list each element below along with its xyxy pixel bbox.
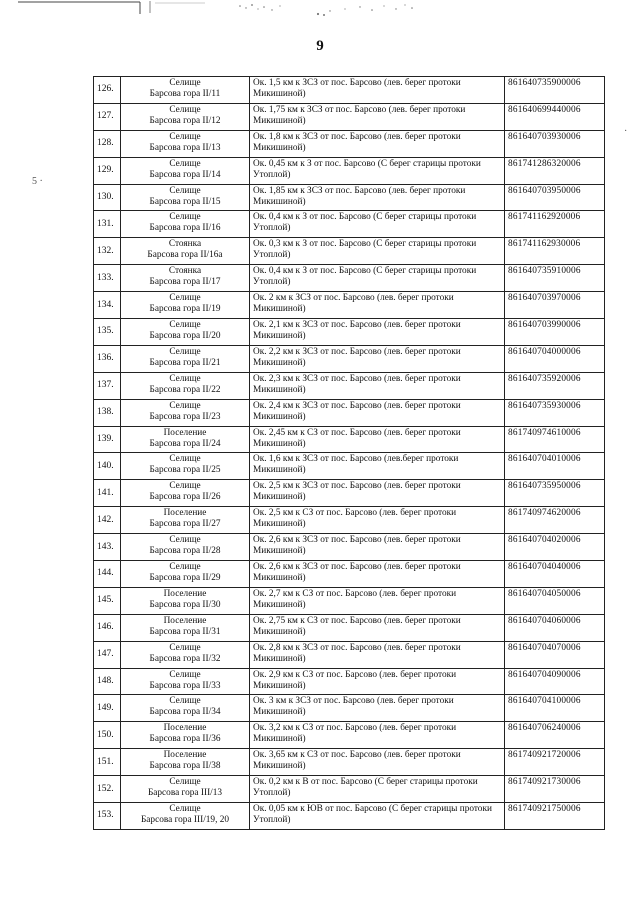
row-number: 139. [94,426,121,453]
site-type: Селище [169,131,201,142]
site-name [121,130,250,157]
site-type: Стоянка [168,239,202,250]
registry-code: 861640703930006 [505,130,605,157]
site-location: Ок. 2 км к ЗСЗ от пос. Барсово (лев. берег протоки Микишиной) [250,292,505,319]
row-number: 137. [94,372,121,399]
site-type: Поселение [163,508,207,519]
site-type: Селище [169,158,201,169]
site-title: Барсова гора II/22 [149,384,221,395]
table-row [94,587,605,614]
registry-code: 861640703950006 [505,184,605,211]
site-location: Ок. 0,4 км к З от пос. Барсово (С берег старицы протоки Утоплой) [250,265,505,292]
row-number: 147. [94,641,121,668]
margin-mark-right: · [624,126,628,137]
registry-code: 861640704070006 [505,641,605,668]
site-title: Барсова гора II/21 [149,357,221,368]
site-name [121,561,250,588]
site-type: Селище [169,185,201,196]
table-row [94,292,605,319]
row-number: 144. [94,561,121,588]
site-title: Барсова гора II/34 [149,707,221,718]
table-row [94,238,605,265]
registry-code: 861740921720006 [505,749,605,776]
site-type: Селище [169,78,201,88]
table-row [94,211,605,238]
table-row [94,265,605,292]
row-number: 131. [94,211,121,238]
site-title: Барсова гора II/16 [149,223,221,234]
site-type: Селище [169,642,201,653]
row-number: 142. [94,507,121,534]
registry-code: 861640735930006 [505,399,605,426]
site-type: Поселение [163,615,207,626]
table-row [94,803,605,830]
site-location: Ок. 1,85 км к ЗСЗ от пос. Барсово (лев. берег протоки Микишиной) [250,184,505,211]
registry-code: 861640704040006 [505,561,605,588]
site-title: Барсова гора II/23 [149,411,221,422]
site-type: Селище [169,293,201,304]
site-location: Ок. 0,05 км к ЮВ от пос. Барсово (С берег старицы протоки Утоплой) [250,803,505,830]
site-title: Барсова гора II/14 [149,169,221,180]
scan-noise-header [0,0,640,30]
site-type: Селище [169,212,201,223]
site-location: Ок. 1,8 км к ЗСЗ от пос. Барсово (лев. берег протоки Микишиной) [250,130,505,157]
row-number: 145. [94,587,121,614]
site-location: Ок. 2,9 км к СЗ от пос. Барсово (лев. берег протоки Микишиной) [250,668,505,695]
site-name [121,265,250,292]
site-location: Ок. 2,6 км к ЗСЗ от пос. Барсово (лев. берег протоки Микишиной) [250,534,505,561]
site-name [121,803,250,830]
site-name [121,184,250,211]
site-title: Барсова гора II/26 [149,492,221,503]
row-number: 133. [94,265,121,292]
site-name [121,749,250,776]
row-number: 151. [94,749,121,776]
row-number: 129. [94,157,121,184]
site-location: Ок. 2,2 км к ЗСЗ от пос. Барсово (лев. берег протоки Микишиной) [250,345,505,372]
site-location: Ок. 0,3 км к З от пос. Барсово (С берег старицы протоки Утоплой) [250,238,505,265]
row-number: 146. [94,614,121,641]
site-title: Барсова гора II/12 [149,115,221,126]
row-number: 150. [94,722,121,749]
site-title: Барсова гора II/20 [149,331,221,342]
table-row [94,157,605,184]
registry-code: 861741286320006 [505,157,605,184]
site-type: Селище [169,346,201,357]
site-location: Ок. 3,65 км к СЗ от пос. Барсово (лев. берег протоки Микишиной) [250,749,505,776]
site-title: Барсова гора III/13 [147,788,223,799]
site-name [121,103,250,130]
site-title: Барсова гора II/15 [149,196,221,207]
table-row [94,103,605,130]
table-row [94,372,605,399]
site-name [121,77,250,104]
table-row [94,319,605,346]
site-location: Ок. 2,5 км к СЗ от пос. Барсово (лев. берег протоки Микишиной) [250,507,505,534]
site-location: Ок. 2,1 км к ЗСЗ от пос. Барсово (лев. берег протоки Микишиной) [250,319,505,346]
registry-code: 861741162930006 [505,238,605,265]
row-number: 153. [94,803,121,830]
site-type: Стоянка [168,266,202,277]
site-type: Селище [169,481,201,492]
site-title: Барсова гора II/31 [149,626,221,637]
row-number: 127. [94,103,121,130]
registry-code: 861740921750006 [505,803,605,830]
table-row [94,776,605,803]
site-location: Ок. 0,4 км к З от пос. Барсово (С берег старицы протоки Утоплой) [250,211,505,238]
site-name [121,695,250,722]
site-title: Барсова гора II/38 [149,761,221,772]
site-type: Селище [169,104,201,115]
registry-code: 861640704020006 [505,534,605,561]
site-name [121,507,250,534]
site-title: Барсова гора II/30 [149,599,221,610]
site-name [121,587,250,614]
row-number: 130. [94,184,121,211]
table-row [94,345,605,372]
row-number: 136. [94,345,121,372]
site-location: Ок. 0,2 км к В от пос. Барсово (С берег старицы протоки Утоплой) [250,776,505,803]
table-row [94,399,605,426]
site-name [121,238,250,265]
site-type: Селище [169,454,201,465]
registry-code: 861640699440006 [505,103,605,130]
site-title: Барсова гора II/33 [149,680,221,691]
row-number: 126. [94,77,121,104]
site-title: Барсова гора II/17 [149,277,221,288]
site-type: Селище [169,320,201,331]
site-name [121,345,250,372]
registry-code: 861740974620006 [505,507,605,534]
site-type: Селище [169,669,201,680]
row-number: 134. [94,292,121,319]
site-location: Ок. 0,45 км к З от пос. Барсово (С берег старицы протоки Утоплой) [250,157,505,184]
site-type: Селище [169,373,201,384]
registry-code: 861640704050006 [505,587,605,614]
site-title: Барсова гора II/24 [149,438,221,449]
site-location: Ок. 2,45 км к СЗ от пос. Барсово (лев. берег протоки Микишиной) [250,426,505,453]
site-type: Селище [169,562,201,573]
row-number: 138. [94,399,121,426]
site-title: Барсова гора II/13 [149,142,221,153]
site-name [121,426,250,453]
registry-code: 861640704090006 [505,668,605,695]
site-name [121,534,250,561]
site-name [121,372,250,399]
table-row [94,749,605,776]
site-title: Барсова гора II/28 [149,546,221,557]
table-body [94,77,605,830]
table-row [94,534,605,561]
row-number: 152. [94,776,121,803]
site-name [121,641,250,668]
registry-code: 861740974610006 [505,426,605,453]
site-name [121,776,250,803]
table-row [94,480,605,507]
row-number: 141. [94,480,121,507]
table-row [94,453,605,480]
site-location: Ок. 2,3 км к ЗСЗ от пос. Барсово (лев. берег протоки Микишиной) [250,372,505,399]
registry-code: 861741162920006 [505,211,605,238]
row-number: 128. [94,130,121,157]
registry-code: 861740921730006 [505,776,605,803]
table-row [94,130,605,157]
site-name [121,319,250,346]
table-row [94,641,605,668]
site-location: Ок. 2,4 км к ЗСЗ от пос. Барсово (лев. берег протоки Микишиной) [250,399,505,426]
table-row [94,426,605,453]
site-name [121,668,250,695]
registry-code: 861640704100006 [505,695,605,722]
site-name [121,211,250,238]
page-number: 9 [316,38,324,54]
site-title: Барсова гора II/36 [149,734,221,745]
registry-code: 861640735900006 [505,77,605,104]
row-number: 135. [94,319,121,346]
site-name [121,292,250,319]
registry-code: 861640735950006 [505,480,605,507]
site-name [121,722,250,749]
row-number: 149. [94,695,121,722]
site-title: Барсова гора II/11 [149,89,221,99]
registry-code: 861640704060006 [505,614,605,641]
site-type: Селище [169,804,201,815]
table-row [94,507,605,534]
table-row [94,722,605,749]
site-location: Ок. 2,8 км к ЗСЗ от пос. Барсово (лев. берег протоки Микишиной) [250,641,505,668]
site-location: Ок. 3 км к ЗСЗ от пос. Барсово (лев. берег протоки Микишиной) [250,695,505,722]
site-name [121,614,250,641]
margin-mark-left: 5 · [32,176,43,187]
site-title: Барсова гора III/19, 20 [140,815,230,826]
site-title: Барсова гора II/19 [149,304,221,315]
site-name [121,453,250,480]
site-location: Ок. 2,7 км к СЗ от пос. Барсово (лев. берег протоки Микишиной) [250,587,505,614]
site-name [121,480,250,507]
row-number: 148. [94,668,121,695]
site-location: Ок. 1,5 км к ЗСЗ от пос. Барсово (лев. берег протоки Микишиной) [250,77,505,104]
table-row [94,77,605,104]
row-number: 140. [94,453,121,480]
site-location: Ок. 1,75 км к ЗСЗ от пос. Барсово (лев. берег протоки Микишиной) [250,103,505,130]
site-name [121,157,250,184]
site-title: Барсова гора II/32 [149,653,221,664]
site-type: Поселение [163,750,207,761]
table-row [94,614,605,641]
site-location: Ок. 3,2 км к СЗ от пос. Барсово (лев. берег протоки Микишиной) [250,722,505,749]
site-type: Поселение [163,588,207,599]
registry-code: 861640704010006 [505,453,605,480]
row-number: 143. [94,534,121,561]
site-location: Ок. 2,5 км к ЗСЗ от пос. Барсово (лев. берег протоки Микишиной) [250,480,505,507]
registry-code: 861640706240006 [505,722,605,749]
registry-code: 861640703970006 [505,292,605,319]
site-location: Ок. 1,6 км к ЗСЗ от пос. Барсово (лев.берег протоки Микишиной) [250,453,505,480]
site-title: Барсова гора II/25 [149,465,221,476]
site-type: Селище [169,535,201,546]
site-title: Барсова гора II/29 [149,573,221,584]
table-row [94,668,605,695]
registry-code: 861640704000006 [505,345,605,372]
registry-table [93,76,605,830]
table-row [94,184,605,211]
registry-code: 861640735910006 [505,265,605,292]
site-location: Ок. 2,6 км к ЗСЗ от пос. Барсово (лев. берег протоки Микишиной) [250,561,505,588]
site-type: Селище [169,777,201,788]
row-number: 132. [94,238,121,265]
registry-code: 861640703990006 [505,319,605,346]
site-location: Ок. 2,75 км к СЗ от пос. Барсово (лев. берег протоки Микишиной) [250,614,505,641]
site-title: Барсова гора II/27 [149,519,221,530]
site-type: Селище [169,400,201,411]
site-type: Поселение [163,427,207,438]
registry-code: 861640735920006 [505,372,605,399]
site-type: Поселение [163,723,207,734]
site-type: Селище [169,696,201,707]
site-title: Барсова гора II/16а [147,250,223,261]
site-name [121,399,250,426]
table-row [94,695,605,722]
table-row [94,561,605,588]
